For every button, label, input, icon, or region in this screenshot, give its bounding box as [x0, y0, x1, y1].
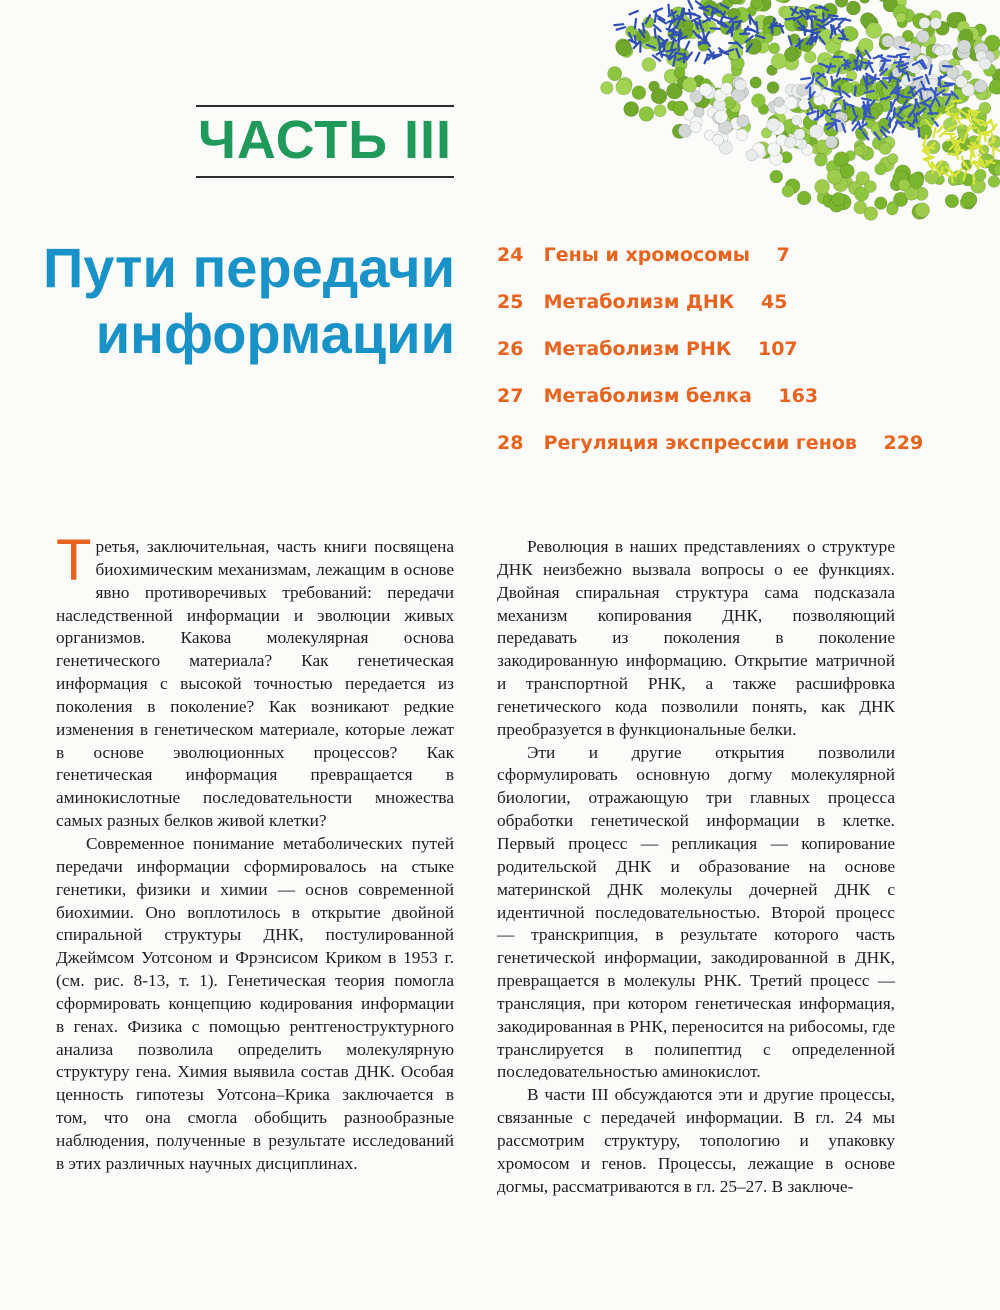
part-title-rule-top: [196, 105, 454, 107]
body-paragraph: В части III обсуждаются эти и другие процессы, связанные с передачей информации. В гл. 24 мы рассмотрим структуру, топологию и упаковку хромосом и генов. Процессы, лежащие в основе догмы, рассматриваются в гл. 25–27. В заключе-: [497, 1085, 895, 1196]
drop-cap: Т: [56, 528, 92, 593]
chapter-title: Гены и хромосомы: [543, 244, 750, 266]
chapter-number: 25: [497, 291, 524, 313]
chapter-title: Метаболизм ДНК: [543, 291, 735, 313]
section-title: Пути передачи информации: [42, 236, 455, 365]
chapter-page: 45: [760, 291, 788, 313]
chapter-page: 229: [883, 432, 924, 454]
chapter-title: Регуляция экспрессии генов: [543, 432, 857, 454]
chapter-number: 27: [497, 385, 524, 407]
part-title-rule-bottom: [196, 176, 454, 178]
body-paragraph: [56, 528, 454, 833]
molecular-structure-image: [560, 0, 1000, 250]
chapter-title: Метаболизм РНК: [543, 338, 732, 360]
body-paragraph: Современное понимание метаболических путей передачи информации сформировалось на стыке генетики, физики и химии — основ современной биохимии. Оно воплотилось в открытие двойной спиральной структуры ДНК, постулированной Джеймсом Уотсоном и Фрэнсисом Криком в 1953 г. (см. рис. 8-13, т. 1). Генетическая теория помогла сформировать концепцию кодирования информации в генах. Физика с помощью рентгеноструктурного анализа позволила определить молекулярную структуру гена. Химия выявила состав ДНК. Особая ценность гипотезы Уотсона–Крика заключается в том, что она смогла обобщить разнообразные наблюдения, полученные в результате исследований в этих различных научных дисциплинах.: [56, 833, 454, 1173]
chapter-number: 26: [497, 338, 524, 360]
body-column-right: [497, 536, 895, 1198]
chapter-entry: [497, 282, 977, 329]
paragraph-text: ретья, заключительная, часть книги посвящена биохимическим механизмам, лежащим в основе явно противоречивых требований: передачи наследственной информации и эволюции живых организмов. Какова молекулярная основа генетического материала? Как генетическая информация с высокой точностью передается из поколения в поколение? Как возникают редкие изменения в генетическом материале, которые лежат в основе эволюционных процессов? Как генетическая информация превращается в аминокислотные последовательности множества самых разных белков живой клетки?: [56, 537, 454, 831]
body-column-left: [56, 528, 454, 1176]
chapter-title: Метаболизм белка: [543, 385, 752, 407]
chapter-page: 7: [776, 244, 790, 266]
chapter-contents-list: [497, 235, 977, 470]
chapter-number: 24: [497, 244, 524, 266]
chapter-page: 107: [757, 338, 798, 360]
chapter-entry: [497, 329, 977, 376]
body-paragraph: Эти и другие открытия позволили сформулировать основную догму молекулярной биологии, отражающую три главных процесса обработки генетической информации в клетке. Первый процесс — репликация — копирование родительской ДНК и образование на основе материнской ДНК молекулы дочерней ДНК с идентичной последовательностью. Второй процесс — транскрипция, в результате которого часть генетической информации, закодированной в ДНК, превращается в молекулы РНК. Третий процесс — трансляция, при котором генетическая информация, закодированная в РНК, переносится на рибосомы, где транслируется в полипептид с определенной последовательностью аминокислот.: [497, 742, 895, 1082]
chapter-page: 163: [778, 385, 819, 407]
chapter-entry: [497, 376, 977, 423]
chapter-entry: [497, 235, 977, 282]
body-paragraph: Революция в наших представлениях о структуре ДНК неизбежно вызвала вопросы о ее функциях. Двойная спиральная структура сама подсказала механизм копирования ДНК, позволяющий передавать из поколения в поколение закодированную информацию. Открытие матричной и транспортной РНК, а также расшифровка генетического кода позволили понять, как ДНК преобразуется в функциональные белки.: [497, 537, 895, 739]
chapter-entry: [497, 423, 977, 470]
part-title: ЧАСТЬ III: [197, 110, 453, 170]
chapter-number: 28: [497, 432, 524, 454]
